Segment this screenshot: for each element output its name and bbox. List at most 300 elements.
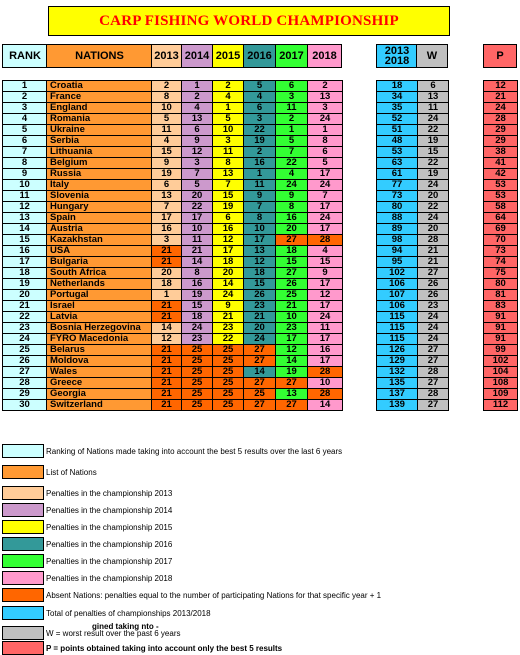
penalty-cell-2013: 9 <box>152 158 182 169</box>
totals-row <box>377 103 449 114</box>
penalty-cell-2015: 10 <box>213 125 244 136</box>
penalty-cell-2017: 17 <box>276 334 308 345</box>
rank-cell: 17 <box>3 257 47 268</box>
penalty-cell-2017: 9 <box>276 191 308 202</box>
penalty-cell-2014: 25 <box>182 367 213 378</box>
penalty-cell-2018: 17 <box>308 224 343 235</box>
table-row <box>3 301 343 312</box>
legend-swatch <box>2 606 44 620</box>
header-2013: 2013 <box>151 44 182 68</box>
points-row <box>484 213 518 224</box>
points-row <box>484 345 518 356</box>
rank-cell: 21 <box>3 301 47 312</box>
penalty-cell-2017: 20 <box>276 224 308 235</box>
points-row <box>484 301 518 312</box>
penalty-cell-2016: 27 <box>244 378 276 389</box>
points-cell: 21 <box>484 92 518 103</box>
penalty-cell-2014: 1 <box>182 81 213 92</box>
legend-item <box>2 554 172 568</box>
points-cell: 75 <box>484 268 518 279</box>
rank-cell: 1 <box>3 81 47 92</box>
points-row <box>484 147 518 158</box>
penalty-cell-2015: 2 <box>213 81 244 92</box>
penalty-cell-2016: 15 <box>244 279 276 290</box>
penalty-cell-2016: 16 <box>244 158 276 169</box>
points-row <box>484 323 518 334</box>
points-row <box>484 114 518 125</box>
header-2014: 2014 <box>181 44 213 68</box>
table-row <box>3 180 343 191</box>
penalty-cell-2014: 13 <box>182 114 213 125</box>
penalty-cell-2017: 4 <box>276 169 308 180</box>
penalty-cell-2016: 21 <box>244 312 276 323</box>
penalty-cell-2016: 2 <box>244 147 276 158</box>
penalty-cell-2018: 15 <box>308 257 343 268</box>
table-row <box>3 400 343 411</box>
penalty-cell-2016: 25 <box>244 389 276 400</box>
penalty-cell-2018: 11 <box>308 323 343 334</box>
penalty-cell-2015: 6 <box>213 213 244 224</box>
penalty-cell-2016: 3 <box>244 114 276 125</box>
penalty-cell-2014: 25 <box>182 345 213 356</box>
points-table <box>483 80 518 411</box>
points-row <box>484 191 518 202</box>
penalty-cell-2018: 28 <box>308 389 343 400</box>
penalty-cell-2014: 4 <box>182 103 213 114</box>
table-row <box>3 367 343 378</box>
table-row <box>3 235 343 246</box>
penalty-cell-2018: 1 <box>308 125 343 136</box>
penalty-cell-2013: 20 <box>152 268 182 279</box>
points-cell: 38 <box>484 147 518 158</box>
rank-cell: 26 <box>3 356 47 367</box>
totals-row <box>377 125 449 136</box>
penalty-cell-2015: 22 <box>213 334 244 345</box>
penalty-cell-2016: 27 <box>244 400 276 411</box>
worst-cell: 28 <box>418 235 449 246</box>
worst-cell: 15 <box>418 147 449 158</box>
table-row <box>3 246 343 257</box>
penalty-cell-2014: 21 <box>182 246 213 257</box>
legend-text: Penalties in the championship 2015 <box>46 522 173 532</box>
worst-cell: 21 <box>418 257 449 268</box>
penalty-cell-2016: 26 <box>244 290 276 301</box>
penalty-cell-2013: 21 <box>152 345 182 356</box>
worst-cell: 24 <box>418 334 449 345</box>
nation-cell: Italy <box>47 180 152 191</box>
totals-row <box>377 213 449 224</box>
nation-cell: Kazakhstan <box>47 235 152 246</box>
rank-cell: 24 <box>3 334 47 345</box>
penalty-cell-2014: 20 <box>182 191 213 202</box>
penalty-cell-2017: 2 <box>276 114 308 125</box>
points-row <box>484 257 518 268</box>
penalty-cell-2015: 3 <box>213 136 244 147</box>
total-cell: 48 <box>377 136 418 147</box>
nation-cell: Bosnia Herzegovina <box>47 323 152 334</box>
penalty-cell-2018: 13 <box>308 92 343 103</box>
penalty-cell-2015: 1 <box>213 103 244 114</box>
table-row <box>3 92 343 103</box>
points-cell: 74 <box>484 257 518 268</box>
penalty-cell-2014: 25 <box>182 378 213 389</box>
legend-text: Penalties in the championship 2013 <box>46 488 173 498</box>
points-cell: 58 <box>484 202 518 213</box>
legend-text: Penalties in the championship 2018 <box>46 573 173 583</box>
penalty-cell-2017: 27 <box>276 378 308 389</box>
rank-cell: 28 <box>3 378 47 389</box>
legend <box>2 444 512 653</box>
points-row <box>484 103 518 114</box>
legend-text: W = worst result over the past 6 years <box>46 628 181 638</box>
total-cell: 95 <box>377 257 418 268</box>
legend-text: Penalties in the championship 2014 <box>46 505 173 515</box>
nation-cell: Georgia <box>47 389 152 400</box>
legend-swatch <box>2 571 44 585</box>
penalty-cell-2017: 27 <box>276 400 308 411</box>
penalty-cell-2014: 14 <box>182 257 213 268</box>
total-cell: 106 <box>377 279 418 290</box>
table-row <box>3 257 343 268</box>
points-cell: 91 <box>484 323 518 334</box>
penalty-cell-2013: 14 <box>152 323 182 334</box>
penalty-cell-2017: 7 <box>276 147 308 158</box>
header-worst: W <box>416 44 448 68</box>
total-cell: 61 <box>377 169 418 180</box>
penalty-cell-2015: 11 <box>213 147 244 158</box>
penalty-cell-2018: 7 <box>308 191 343 202</box>
worst-cell: 26 <box>418 290 449 301</box>
points-cell: 42 <box>484 169 518 180</box>
legend-item <box>2 520 172 534</box>
penalty-cell-2016: 20 <box>244 323 276 334</box>
points-cell: 29 <box>484 125 518 136</box>
totals-row <box>377 345 449 356</box>
total-cell: 139 <box>377 400 418 411</box>
penalty-cell-2013: 21 <box>152 400 182 411</box>
rank-cell: 22 <box>3 312 47 323</box>
points-cell: 70 <box>484 235 518 246</box>
penalty-cell-2018: 8 <box>308 136 343 147</box>
worst-cell: 22 <box>418 125 449 136</box>
penalty-cell-2015: 15 <box>213 191 244 202</box>
points-cell: 112 <box>484 400 518 411</box>
penalty-cell-2013: 17 <box>152 213 182 224</box>
penalty-cell-2015: 25 <box>213 389 244 400</box>
penalty-cell-2018: 17 <box>308 301 343 312</box>
penalty-cell-2015: 24 <box>213 290 244 301</box>
worst-cell: 20 <box>418 191 449 202</box>
rank-cell: 30 <box>3 400 47 411</box>
points-row <box>484 334 518 345</box>
totals-row <box>377 147 449 158</box>
total-cell: 115 <box>377 334 418 345</box>
totals-row <box>377 389 449 400</box>
totals-row <box>377 400 449 411</box>
penalty-cell-2013: 15 <box>152 147 182 158</box>
penalty-cell-2014: 3 <box>182 158 213 169</box>
rank-cell: 11 <box>3 191 47 202</box>
penalty-cell-2016: 10 <box>244 224 276 235</box>
points-row <box>484 378 518 389</box>
penalty-cell-2018: 14 <box>308 400 343 411</box>
penalty-cell-2016: 18 <box>244 268 276 279</box>
total-cell: 132 <box>377 367 418 378</box>
nation-cell: Romania <box>47 114 152 125</box>
rank-cell: 4 <box>3 114 47 125</box>
penalty-cell-2017: 12 <box>276 345 308 356</box>
nation-cell: Wales <box>47 367 152 378</box>
points-cell: 29 <box>484 136 518 147</box>
nation-cell: Belarus <box>47 345 152 356</box>
penalty-cell-2013: 8 <box>152 92 182 103</box>
totals-row <box>377 312 449 323</box>
legend-swatch <box>2 641 44 655</box>
penalty-cell-2018: 17 <box>308 334 343 345</box>
rank-cell: 29 <box>3 389 47 400</box>
table-row <box>3 279 343 290</box>
rank-cell: 2 <box>3 92 47 103</box>
penalty-cell-2015: 7 <box>213 180 244 191</box>
total-cell: 53 <box>377 147 418 158</box>
rank-cell: 8 <box>3 158 47 169</box>
penalty-cell-2014: 12 <box>182 147 213 158</box>
rank-cell: 16 <box>3 246 47 257</box>
penalty-cell-2017: 24 <box>276 180 308 191</box>
legend-swatch <box>2 520 44 534</box>
totals-row <box>377 257 449 268</box>
penalty-cell-2013: 11 <box>152 125 182 136</box>
rank-cell: 7 <box>3 147 47 158</box>
penalty-cell-2018: 24 <box>308 312 343 323</box>
rank-cell: 20 <box>3 290 47 301</box>
legend-text: List of Nations <box>46 467 97 477</box>
penalty-cell-2013: 16 <box>152 224 182 235</box>
rank-cell: 3 <box>3 103 47 114</box>
header-points: P <box>483 44 517 68</box>
penalty-cell-2017: 16 <box>276 213 308 224</box>
points-row <box>484 279 518 290</box>
penalty-cell-2015: 8 <box>213 158 244 169</box>
penalty-cell-2013: 3 <box>152 235 182 246</box>
nation-cell: Croatia <box>47 81 152 92</box>
nation-cell: Latvia <box>47 312 152 323</box>
points-row <box>484 389 518 400</box>
total-cell: 115 <box>377 323 418 334</box>
nation-cell: Ukraine <box>47 125 152 136</box>
table-row <box>3 169 343 180</box>
legend-cutoff-text <box>90 622 159 631</box>
points-cell: 104 <box>484 367 518 378</box>
penalty-cell-2016: 1 <box>244 169 276 180</box>
penalty-cell-2016: 27 <box>244 356 276 367</box>
penalty-cell-2014: 2 <box>182 92 213 103</box>
penalty-cell-2018: 24 <box>308 114 343 125</box>
penalty-cell-2014: 22 <box>182 202 213 213</box>
penalty-cell-2016: 17 <box>244 235 276 246</box>
points-cell: 102 <box>484 356 518 367</box>
nation-cell: Switzerland <box>47 400 152 411</box>
penalty-cell-2014: 23 <box>182 334 213 345</box>
points-cell: 53 <box>484 191 518 202</box>
table-row <box>3 312 343 323</box>
legend-item <box>2 606 211 620</box>
penalty-cell-2016: 22 <box>244 125 276 136</box>
table-row <box>3 81 343 92</box>
rank-cell: 23 <box>3 323 47 334</box>
penalty-cell-2014: 11 <box>182 235 213 246</box>
header-2018: 2018 <box>307 44 342 68</box>
legend-item <box>2 503 172 517</box>
penalty-cell-2014: 10 <box>182 224 213 235</box>
total-cell: 102 <box>377 268 418 279</box>
penalty-cell-2018: 2 <box>308 81 343 92</box>
table-row <box>3 389 343 400</box>
penalty-cell-2014: 15 <box>182 301 213 312</box>
rank-cell: 12 <box>3 202 47 213</box>
penalty-cell-2015: 25 <box>213 345 244 356</box>
penalty-cell-2014: 8 <box>182 268 213 279</box>
totals-row <box>377 235 449 246</box>
penalty-cell-2018: 5 <box>308 158 343 169</box>
points-cell: 99 <box>484 345 518 356</box>
penalty-cell-2014: 5 <box>182 180 213 191</box>
legend-text: Ranking of Nations made taking into account the best 5 results over the last 6 years <box>46 446 343 456</box>
legend-item <box>2 486 172 500</box>
total-cell: 35 <box>377 103 418 114</box>
points-row <box>484 180 518 191</box>
totals-row <box>377 224 449 235</box>
totals-row <box>377 279 449 290</box>
penalty-cell-2016: 19 <box>244 136 276 147</box>
table-row <box>3 125 343 136</box>
penalty-cell-2017: 14 <box>276 356 308 367</box>
header-total <box>376 44 418 68</box>
penalty-cell-2016: 7 <box>244 202 276 213</box>
penalty-cell-2013: 7 <box>152 202 182 213</box>
penalty-cell-2017: 11 <box>276 103 308 114</box>
legend-item <box>2 444 342 458</box>
points-cell: 91 <box>484 334 518 345</box>
legend-text: Penalties in the championship 2017 <box>46 556 173 566</box>
points-row <box>484 224 518 235</box>
worst-cell: 11 <box>418 103 449 114</box>
worst-cell: 24 <box>418 312 449 323</box>
legend-text: Absent Nations: penalties equal to the number of participating Nations for that specific year + 1 <box>46 590 382 600</box>
penalty-cell-2017: 27 <box>276 268 308 279</box>
penalty-cell-2015: 5 <box>213 114 244 125</box>
points-row <box>484 92 518 103</box>
points-row <box>484 312 518 323</box>
worst-cell: 21 <box>418 246 449 257</box>
legend-text: Penalties in the championship 2016 <box>46 539 173 549</box>
legend-swatch <box>2 588 44 602</box>
worst-cell: 27 <box>418 268 449 279</box>
points-row <box>484 125 518 136</box>
header-total-line1: 2013 <box>384 45 410 57</box>
table-row <box>3 378 343 389</box>
penalty-cell-2016: 27 <box>244 345 276 356</box>
penalty-cell-2013: 4 <box>152 136 182 147</box>
penalty-cell-2015: 19 <box>213 202 244 213</box>
penalty-cell-2015: 25 <box>213 356 244 367</box>
totals-row <box>377 334 449 345</box>
table-row <box>3 158 343 169</box>
totals-table <box>376 80 449 411</box>
penalty-cell-2017: 18 <box>276 246 308 257</box>
nation-cell: Slovenia <box>47 191 152 202</box>
worst-cell: 19 <box>418 169 449 180</box>
table-row <box>3 191 343 202</box>
penalty-cell-2013: 12 <box>152 334 182 345</box>
penalty-cell-2013: 19 <box>152 169 182 180</box>
penalty-cell-2018: 17 <box>308 356 343 367</box>
legend-item <box>2 641 282 655</box>
rank-cell: 9 <box>3 169 47 180</box>
penalty-cell-2014: 16 <box>182 279 213 290</box>
header-2016: 2016 <box>243 44 276 68</box>
total-cell: 126 <box>377 345 418 356</box>
total-cell: 73 <box>377 191 418 202</box>
total-cell: 106 <box>377 301 418 312</box>
rank-cell: 5 <box>3 125 47 136</box>
legend-swatch <box>2 503 44 517</box>
points-cell: 80 <box>484 279 518 290</box>
penalty-cell-2013: 21 <box>152 389 182 400</box>
header-rank: RANK <box>2 44 48 68</box>
legend-swatch <box>2 626 44 640</box>
points-cell: 81 <box>484 290 518 301</box>
penalty-cell-2016: 6 <box>244 103 276 114</box>
penalty-cell-2017: 1 <box>276 125 308 136</box>
nation-cell: Bulgaria <box>47 257 152 268</box>
table-row <box>3 103 343 114</box>
penalty-cell-2015: 25 <box>213 400 244 411</box>
legend-swatch <box>2 444 44 458</box>
table-row <box>3 323 343 334</box>
penalty-cell-2018: 28 <box>308 235 343 246</box>
legend-item <box>2 571 172 585</box>
totals-row <box>377 301 449 312</box>
legend-cutoff-label: gined taking nto - <box>92 622 159 631</box>
table-row <box>3 334 343 345</box>
penalty-cell-2018: 12 <box>308 290 343 301</box>
table-row <box>3 356 343 367</box>
penalty-cell-2014: 9 <box>182 136 213 147</box>
rank-cell: 14 <box>3 224 47 235</box>
table-row <box>3 345 343 356</box>
penalty-cell-2017: 19 <box>276 367 308 378</box>
penalty-cell-2017: 21 <box>276 301 308 312</box>
penalty-cell-2017: 3 <box>276 92 308 103</box>
penalty-cell-2017: 10 <box>276 312 308 323</box>
totals-row <box>377 202 449 213</box>
worst-cell: 28 <box>418 389 449 400</box>
total-cell: 88 <box>377 213 418 224</box>
legend-swatch <box>2 486 44 500</box>
penalty-cell-2013: 21 <box>152 356 182 367</box>
nation-cell: Austria <box>47 224 152 235</box>
penalty-cell-2018: 17 <box>308 279 343 290</box>
penalty-cell-2017: 23 <box>276 323 308 334</box>
total-cell: 63 <box>377 158 418 169</box>
total-cell: 107 <box>377 290 418 301</box>
total-cell: 98 <box>377 235 418 246</box>
rank-cell: 25 <box>3 345 47 356</box>
nation-cell: South Africa <box>47 268 152 279</box>
penalty-cell-2017: 15 <box>276 257 308 268</box>
header-nations: NATIONS <box>46 44 153 68</box>
